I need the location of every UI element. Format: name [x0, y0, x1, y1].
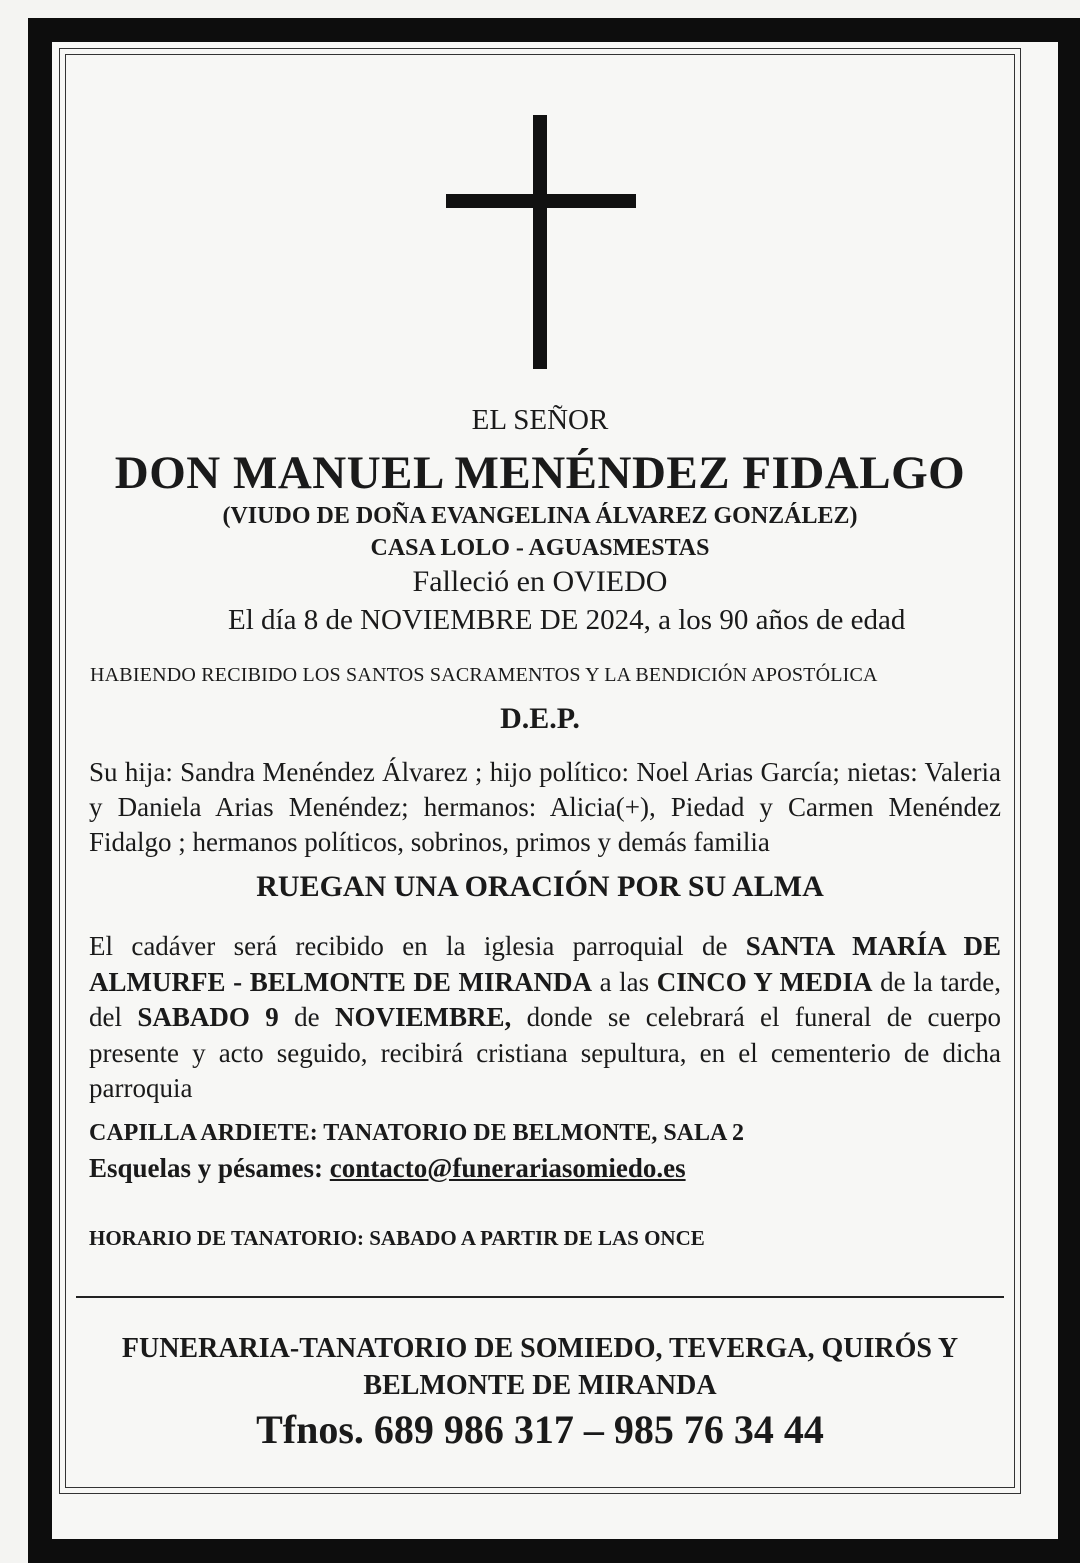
funeral-text-3: de la tarde, del — [89, 966, 1001, 1032]
funeral-day: SABADO 9 — [137, 1002, 279, 1032]
cross-horizontal-bar — [446, 194, 636, 208]
widow-note: (VIUDO DE DOÑA EVANGELINA ÁLVAREZ GONZÁLEZ) — [222, 503, 858, 529]
cross-vertical-bar — [533, 115, 547, 369]
church-name: SANTA MARÍA DE ALMURFE - BELMONTE DE MIRANDA — [89, 931, 1001, 997]
funeral-month: NOVIEMBRE, — [334, 1002, 512, 1032]
condolences-email-link[interactable]: contacto@funerariasomiedo.es — [329, 1153, 686, 1183]
died-in: Falleció en OVIEDO — [412, 565, 668, 598]
funeral-text-5: donde se celebrará el funeral de cuerpo presente y acto seguido, recibirá cristiana sepultura, en el cementerio de dicha parroquia — [89, 1002, 1001, 1103]
phone-numbers: Tfnos. 689 986 317 – 985 76 34 44 — [256, 1407, 824, 1452]
family-paragraph: Su hija: Sandra Menéndez Álvarez ; hijo político: Noel Arias García; nietas: Valeria y Daniela Arias Menéndez; hermanos: Alicia(+), Piedad y Carmen Menéndez Fidalgo ; hermanos políticos, sobrinos, primos y demás familia — [89, 757, 1001, 857]
house-name: CASA LOLO - AGUASMESTAS — [370, 535, 710, 561]
company-name-line1: FUNERARIA-TANATORIO DE SOMIEDO, TEVERGA, QUIRÓS Y — [121, 1333, 959, 1364]
funeral-home-hours: HORARIO DE TANATORIO: SABADO A PARTIR DE LAS ONCE — [89, 1226, 705, 1250]
funeral-text-2: a las — [591, 966, 657, 997]
footer-divider — [76, 1296, 1004, 1298]
date-line: El día 8 de NOVIEMBRE DE 2024, a los 90 años de edad — [228, 604, 906, 636]
deceased-name: DON MANUEL MENÉNDEZ FIDALGO — [114, 447, 966, 499]
prayer-request: RUEGAN UNA ORACIÓN POR SU ALMA — [256, 870, 824, 903]
funeral-text-4: de — [278, 1002, 335, 1032]
condolences-line — [89, 1153, 686, 1184]
funeral-time: CINCO Y MEDIA — [656, 966, 873, 997]
chapel-info: CAPILLA ARDIETE: TANATORIO DE BELMONTE, SALA 2 — [89, 1120, 745, 1146]
funeral-paragraph — [89, 929, 1001, 1107]
title-prefix: EL SEÑOR — [471, 404, 609, 436]
rip-heading: D.E.P. — [500, 702, 580, 735]
company-name-line2: BELMONTE DE MIRANDA — [363, 1370, 717, 1401]
funeral-text-1: El cadáver será recibido en la iglesia parroquial de — [89, 931, 746, 961]
condolences-label: Esquelas y pésames: — [89, 1153, 330, 1183]
sacraments-line: HABIENDO RECIBIDO LOS SANTOS SACRAMENTOS Y LA BENDICIÓN APOSTÓLICA — [90, 664, 878, 686]
